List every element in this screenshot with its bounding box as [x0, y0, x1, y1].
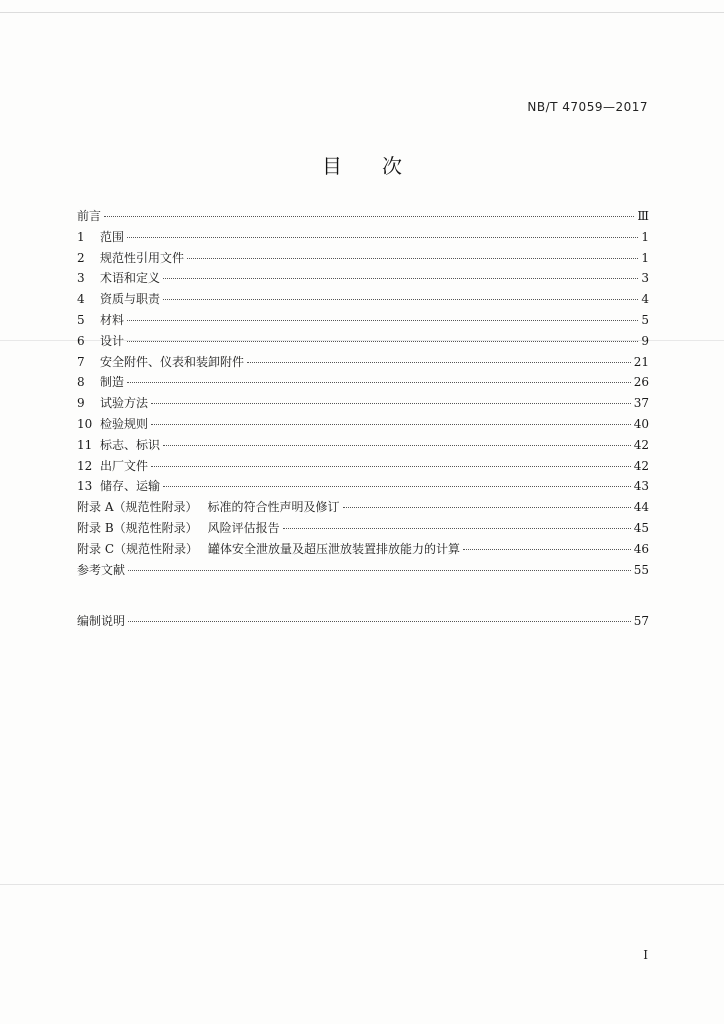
- dot-leader: [187, 258, 638, 259]
- toc-entry-number: 3: [77, 271, 85, 286]
- toc-entry-label: 储存、运输: [100, 479, 161, 494]
- dot-leader: [127, 382, 631, 383]
- toc-entry-references[interactable]: [77, 561, 649, 582]
- toc-entry-page: 45: [633, 520, 649, 535]
- dot-leader: [163, 486, 631, 487]
- toc-entry-page: 1: [641, 229, 649, 244]
- toc-entry-page: 37: [633, 396, 649, 411]
- toc-entry-page: 1: [641, 250, 649, 265]
- toc-entry-3[interactable]: [77, 269, 649, 290]
- toc-entry-1[interactable]: [77, 228, 649, 249]
- toc-entry-foreword[interactable]: [77, 207, 649, 228]
- toc-entry-number: 9: [77, 396, 85, 411]
- dot-leader: [127, 341, 638, 342]
- toc-entry-label: 资质与职责: [100, 292, 161, 307]
- toc-entry-subtitle: 标准的符合性声明及修订: [207, 500, 340, 515]
- toc-entry-page: 5: [641, 312, 649, 327]
- toc-entry-explanation[interactable]: [77, 612, 649, 633]
- toc-entry-page: 43: [633, 479, 649, 494]
- toc-entry-number: 6: [77, 333, 85, 348]
- toc-entry-page: 9: [641, 333, 649, 348]
- toc-entry-appendix-c[interactable]: [77, 540, 649, 561]
- toc-entry-label: 设计: [100, 333, 125, 348]
- toc-entry-page: 55: [633, 562, 649, 577]
- toc-entry-page: 44: [633, 500, 649, 515]
- dot-leader: [128, 621, 631, 622]
- toc-title-part1: 目: [322, 154, 342, 178]
- toc-entry-label: 附录 A（规范性附录）: [77, 500, 198, 515]
- toc-entry-label: 制造: [100, 375, 125, 390]
- toc-entry-8[interactable]: [77, 373, 649, 394]
- toc-title-part2: 次: [382, 154, 402, 178]
- toc-entry-5[interactable]: [77, 311, 649, 332]
- toc-entry-number: 12: [77, 458, 93, 473]
- scan-artifact-top: [0, 12, 724, 13]
- toc-entry-2[interactable]: [77, 249, 649, 270]
- toc-entry-number: 4: [77, 292, 85, 307]
- toc-entry-number: 13: [77, 479, 93, 494]
- toc-entry-page: 57: [633, 614, 649, 629]
- toc-entry-number: 11: [77, 437, 93, 452]
- dot-leader: [151, 424, 631, 425]
- toc-entry-appendix-a[interactable]: [77, 498, 649, 519]
- dot-leader: [151, 403, 631, 404]
- dot-leader: [163, 445, 631, 446]
- toc-entry-label: 术语和定义: [100, 271, 161, 286]
- toc-entry-label: 材料: [100, 312, 125, 327]
- toc-entry-11[interactable]: [77, 436, 649, 457]
- dot-leader: [283, 528, 631, 529]
- toc-entry-12[interactable]: [77, 457, 649, 478]
- toc-entry-label: 附录 C（规范性附录）: [77, 541, 198, 556]
- toc-entry-number: 8: [77, 375, 85, 390]
- toc-entry-6[interactable]: [77, 332, 649, 353]
- toc-entry-label: 附录 B（规范性附录）: [77, 520, 198, 535]
- dot-leader: [104, 216, 634, 217]
- toc-entry-appendix-b[interactable]: [77, 519, 649, 540]
- dot-leader: [127, 320, 638, 321]
- toc-entry-label: 参考文献: [77, 562, 126, 577]
- toc-entry-7[interactable]: [77, 353, 649, 374]
- toc-entry-label: 安全附件、仪表和装卸附件: [100, 354, 245, 369]
- toc-entry-subtitle: 罐体安全泄放量及超压泄放装置排放能力的计算: [208, 541, 461, 556]
- toc-entry-page: 3: [641, 271, 649, 286]
- toc-entry-label: 出厂文件: [100, 458, 149, 473]
- dot-leader: [247, 362, 631, 363]
- toc-entry-number: 5: [77, 312, 85, 327]
- toc-entry-page: 42: [633, 437, 649, 452]
- dot-leader: [343, 507, 631, 508]
- toc-entry-number: 7: [77, 354, 85, 369]
- toc-entry-10[interactable]: [77, 415, 649, 436]
- toc-entry-label: 试验方法: [100, 396, 149, 411]
- toc-entry-page: 40: [633, 416, 649, 431]
- toc-entry-4[interactable]: [77, 290, 649, 311]
- toc-entry-label: 规范性引用文件: [100, 250, 185, 265]
- toc-entry-page: 4: [641, 292, 649, 307]
- toc-entry-number: 1: [77, 229, 85, 244]
- toc-entry-13[interactable]: [77, 477, 649, 498]
- toc-entry-number: 2: [77, 250, 85, 265]
- toc-entry-label: 标志、标识: [100, 437, 161, 452]
- page-number: I: [643, 948, 648, 962]
- toc-entry-page: 42: [633, 458, 649, 473]
- toc-entry-page: 26: [633, 375, 649, 390]
- toc-title: [0, 150, 724, 179]
- dot-leader: [463, 549, 631, 550]
- toc-entry-label: 前言: [77, 209, 102, 223]
- toc-entry-subtitle: 风险评估报告: [207, 520, 280, 535]
- table-of-contents: [77, 207, 649, 633]
- dot-leader: [163, 299, 638, 300]
- dot-leader: [128, 570, 631, 571]
- toc-entry-label: 范围: [100, 229, 125, 244]
- scan-artifact-bottom: [0, 884, 724, 885]
- dot-leader: [151, 466, 631, 467]
- toc-entry-page: Ⅲ: [637, 209, 649, 223]
- toc-entry-label: 检验规则: [100, 416, 149, 431]
- dot-leader: [163, 278, 638, 279]
- standard-code: NB/T 47059—2017: [527, 100, 648, 114]
- toc-entry-page: 21: [633, 354, 649, 369]
- dot-leader: [127, 237, 638, 238]
- toc-entry-number: 10: [77, 416, 93, 431]
- toc-entry-9[interactable]: [77, 394, 649, 415]
- toc-entry-label: 编制说明: [77, 614, 126, 629]
- toc-entry-page: 46: [633, 541, 649, 556]
